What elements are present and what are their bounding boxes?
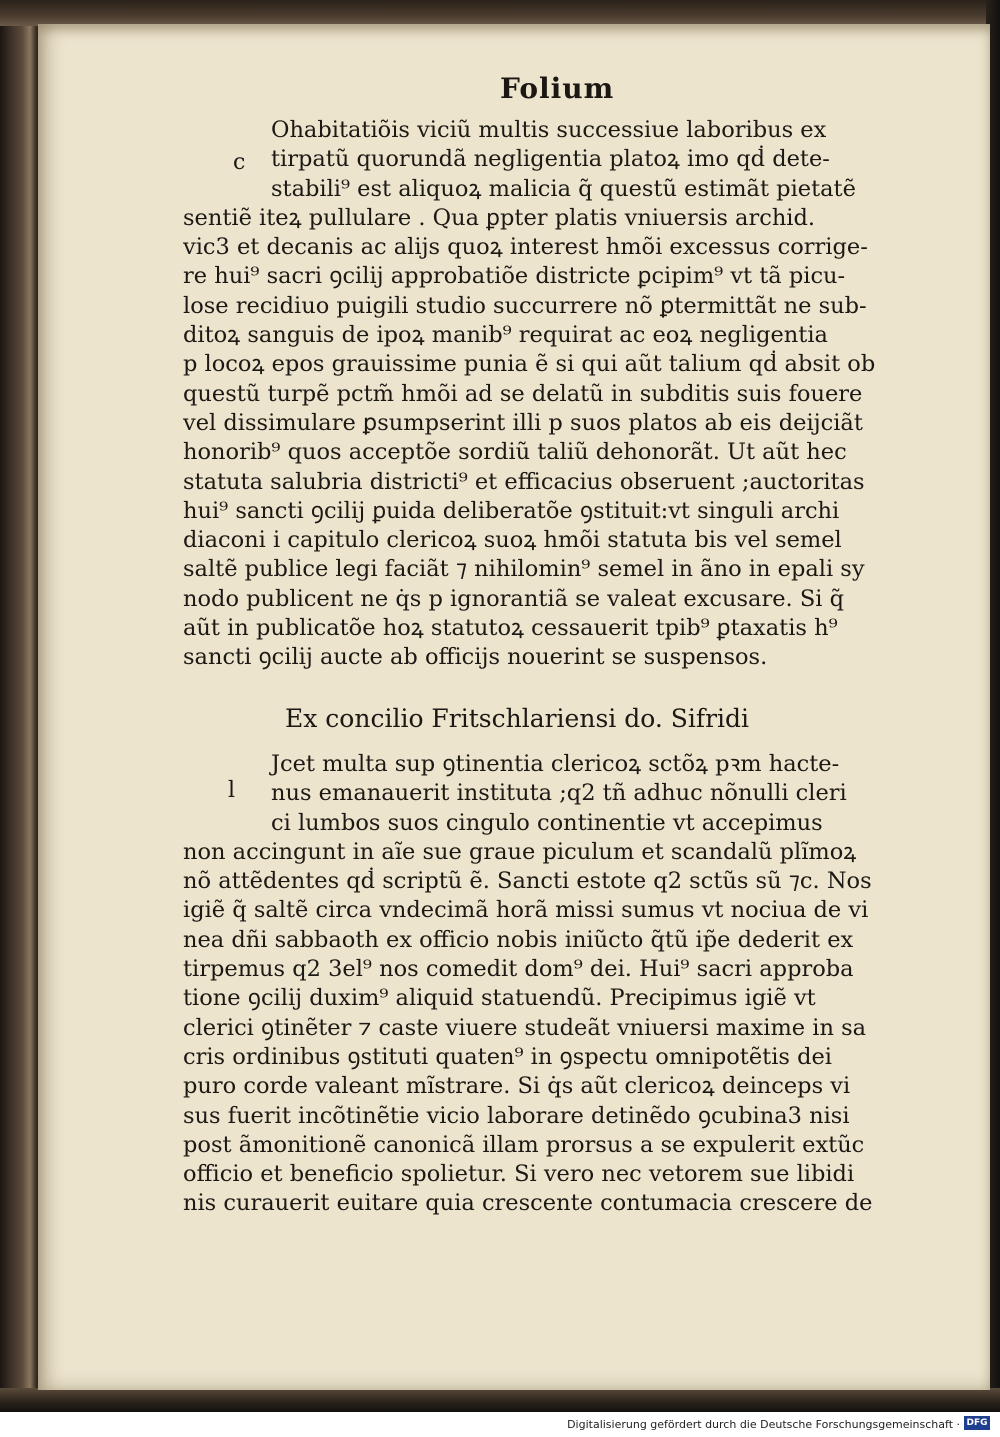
text-line: lose recidiuo puigili studio succurrere nõ ꝑtermittãt ne sub- — [183, 292, 867, 319]
text-line: diaconi i capitulo clericoꝝ suoꝝ hmõi statuta bis vel semel — [183, 527, 842, 554]
section-heading: Ex concilio Fritschlariensi do. Sifridi — [285, 704, 750, 733]
text-line: cris ordinibus ꝯstituti quaten⁹ in ꝯspectu omnipotẽtis dei — [183, 1043, 832, 1070]
text-line: puro corde valeant mĩstrare. Si q̇s aũt clericoꝝ deinceps vi — [183, 1073, 851, 1100]
guide-letter-c: c — [233, 150, 246, 175]
text-line: nõ attẽdentes qḋ scriptũ ẽ. Sancti estote q2 sctũs sũ ⁊c. Nos — [183, 868, 872, 895]
text-line: vel dissimulare ꝑsumpserint illi p suos platos ab eis deijciãt — [183, 409, 863, 436]
text-line: nis curauerit euitare quia crescente contumacia crescere de — [183, 1190, 873, 1217]
folio-heading: Folium — [500, 72, 615, 105]
text-line: tirpemus q2 3el⁹ nos comedit dom⁹ dei. Hui⁹ sacri approba — [183, 956, 854, 983]
text-line: clerici ꝯtinẽter ⁊ caste viuere studeãt vniuersi maxime in sa — [183, 1014, 867, 1041]
text-line: questũ turpẽ pctm̃ hmõi ad se delatũ in subditis suis fouere — [183, 380, 863, 407]
scan-top-edge — [0, 0, 1000, 26]
text-line: tione ꝯcilij duxim⁹ aliquid statuendũ. Precipimus igiẽ vt — [183, 985, 816, 1012]
text-line: nodo publicent ne q̇s p ignorantiã se valeat excusare. Si q̃ — [183, 585, 845, 612]
scan-bottom-edge — [0, 1388, 1000, 1412]
text-line: sentiẽ iteꝝ pullulare . Qua ꝑpter platis vniuersis archid. — [183, 204, 816, 231]
text-block-2 — [183, 750, 883, 1219]
text-line: nea dñi sabbaoth ex officio nobis iniũcto q̃tũ ip̃e dederit ex — [183, 926, 854, 953]
text-line: post ãmonitionẽ canonicã illam prorsus a se expulerit extũc — [183, 1131, 865, 1158]
text-line: Ohabitatiõis viciũ multis successiue laboribus ex — [271, 117, 827, 143]
text-line: honorib⁹ quos acceptõe sordiũ taliũ dehonorãt. Ut aũt hec — [183, 439, 847, 466]
text-line: Jcet multa sup ꝯtinentia clericoꝝ sctõꝝ pꝛm hacte- — [271, 751, 840, 777]
text-line: tirpatũ quorundã negligentia platoꝝ imo qḋ dete- — [271, 146, 830, 173]
text-line: sus fuerit incõtinẽtie vicio laborare detinẽdo ꝯcubina3 nisi — [183, 1102, 850, 1129]
text-line: vic3 et decanis ac alijs quoꝝ interest hmõi excessus corrige- — [183, 234, 868, 261]
text-line: stabili⁹ est aliquoꝝ malicia q̃ questũ estimãt pietatẽ — [271, 175, 856, 202]
text-line: ditoꝝ sanguis de ipoꝝ manib⁹ requirat ac eoꝝ negligentia — [183, 322, 828, 349]
text-line: non accingunt in aĩe sue graue piculum et scandalũ plĩmoꝝ — [183, 838, 857, 865]
text-line: sancti ꝯcilij aucte ab officijs nouerint se suspensos. — [183, 644, 768, 671]
text-line: ci lumbos suos cingulo continentie vt accepimus — [271, 809, 823, 836]
text-block-1 — [183, 116, 883, 673]
text-line: p locoꝝ epos grauissime punia ẽ si qui aũt talium qḋ absit ob — [183, 351, 876, 378]
text-line: statuta salubria districti⁹ et efficacius obseruent ;auctoritas — [183, 468, 865, 495]
text-line: officio et beneficio spolietur. Si vero nec vetorem sue libidi — [183, 1161, 855, 1188]
footer-credit: Digitalisierung gefördert durch die Deutsche Forschungsgemeinschaft · — [567, 1418, 960, 1431]
text-line: re hui⁹ sacri ꝯcilij approbatiõe districte ꝑcipim⁹ vt tã picu- — [183, 263, 846, 290]
guide-letter-l: l — [228, 778, 236, 803]
dfg-logo: DFG — [964, 1416, 990, 1430]
text-line: hui⁹ sancti ꝯcilij ꝑuida deliberatõe ꝯstituit:vt singuli archi — [183, 497, 840, 524]
text-line: nus emanauerit instituta ;q2 tñ adhuc nõnulli cleri — [271, 780, 847, 807]
text-line: aũt in publicatõe hoꝝ statutoꝝ cessauerit tpib⁹ ꝑtaxatis h⁹ — [183, 615, 838, 642]
text-line: saltẽ publice legi faciãt ⁊ nihilomin⁹ semel in ãno in epali sy — [183, 556, 865, 583]
text-line: igiẽ q̃ saltẽ circa vndecimã horã missi sumus vt nociua de vi — [183, 897, 869, 924]
